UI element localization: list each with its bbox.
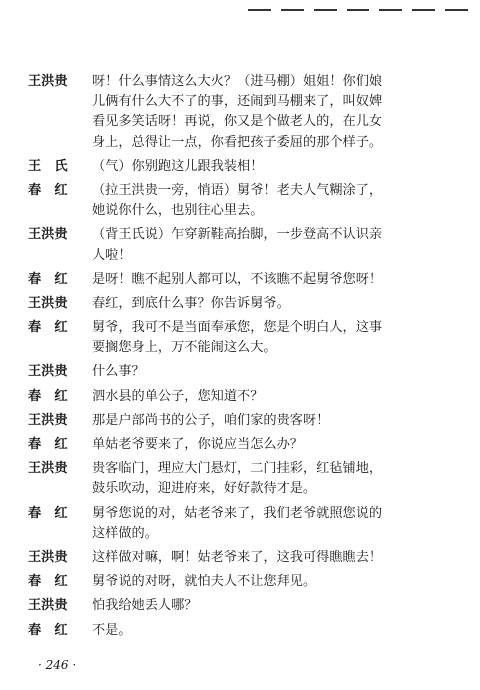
dialogue-entry xyxy=(28,225,468,269)
dialogue-line xyxy=(28,201,468,221)
speaker-name: 春 红 xyxy=(28,320,68,336)
dialogue-line xyxy=(28,318,468,338)
dialogue-line xyxy=(28,387,468,407)
speaker-name: 王洪贵 xyxy=(28,295,68,311)
dialogue-line xyxy=(28,459,468,479)
dialogue-line xyxy=(28,621,468,641)
dialogue-entry xyxy=(28,181,468,225)
dialogue-text: 那是户部尚书的公子，咱们家的贵客呀！ xyxy=(92,412,330,428)
dialogue-line xyxy=(28,246,468,266)
dialogue-text: 是呀！瞧不起别人都可以，不该瞧不起舅爷您呀！ xyxy=(92,271,383,287)
header-dash xyxy=(281,9,304,11)
dialogue-entry xyxy=(28,294,468,318)
speaker-name: 春 红 xyxy=(28,622,68,638)
dialogue-entry xyxy=(28,459,468,503)
dialogue-text: （背王氏说）乍穿新鞋高抬脚，一步登高不认识亲 xyxy=(92,227,383,243)
script-body xyxy=(28,72,468,645)
dialogue-entry xyxy=(28,387,468,411)
dialogue-line xyxy=(28,338,468,358)
speaker-name: 春 红 xyxy=(28,182,68,198)
speaker-name: 春 红 xyxy=(28,271,68,287)
dialogue-line xyxy=(28,72,468,92)
dialogue-text: 不是。 xyxy=(92,622,132,638)
speaker-name: 王洪贵 xyxy=(28,227,68,243)
dialogue-line xyxy=(28,411,468,431)
dialogue-entry xyxy=(28,504,468,548)
dialogue-text: （气）你别跑这儿跟我装相！ xyxy=(92,158,264,174)
dialogue-text: 儿俩有什么大不了的事，还闹到马棚来了，叫奴婢 xyxy=(92,94,383,110)
dialogue-line xyxy=(28,181,468,201)
dialogue-entry xyxy=(28,572,468,596)
dialogue-entry xyxy=(28,157,468,181)
speaker-name: 王洪贵 xyxy=(28,549,68,565)
dialogue-text: 身上，总得让一点，你看把孩子委屈的那个样子。 xyxy=(92,134,383,150)
speaker-name: 王洪贵 xyxy=(28,412,68,428)
dialogue-line xyxy=(28,362,468,382)
dialogue-line xyxy=(28,596,468,616)
dialogue-text: 春红，到底什么事？你告诉舅爷。 xyxy=(92,295,290,311)
header-dash xyxy=(412,9,435,11)
dialogue-line xyxy=(28,479,468,499)
dialogue-entry xyxy=(28,270,468,294)
dialogue-entry xyxy=(28,72,468,157)
header-dash xyxy=(445,9,468,11)
header-dash xyxy=(347,9,370,11)
dialogue-entry xyxy=(28,411,468,435)
dialogue-text: 舅爷您说的对，姑老爷来了，我们老爷就照您说的 xyxy=(92,505,383,521)
dialogue-text: 这样做的。 xyxy=(92,525,158,541)
speaker-name: 春 红 xyxy=(28,437,68,452)
dialogue-entry xyxy=(28,621,468,645)
dialogue-line xyxy=(28,92,468,112)
dialogue-text: 要搁您身上，万不能闹这么大。 xyxy=(92,340,277,356)
speaker-name: 春 红 xyxy=(28,574,68,590)
dialogue-entry xyxy=(28,318,468,362)
page-number: · 246 · xyxy=(38,658,77,672)
header-dash xyxy=(248,9,271,11)
dialogue-text: 泗水县的单公子，您知道不？ xyxy=(92,388,264,404)
dialogue-text: 舅爷说的对呀，就怕夫人不让您拜见。 xyxy=(92,574,317,590)
dialogue-line xyxy=(28,294,468,314)
dialogue-text: 贵客临门，理应大门悬灯，二门挂彩，红毡铺地， xyxy=(92,461,383,477)
dialogue-text: 舅爷，我可不是当面奉承您，您是个明白人，这事 xyxy=(92,320,383,336)
dialogue-entry xyxy=(28,596,468,620)
dialogue-text: 看见多笑话呀！再说，你又是个做老人的，在儿女 xyxy=(92,114,383,130)
dialogue-entry xyxy=(28,362,468,386)
speaker-name: 王洪贵 xyxy=(28,461,68,477)
header-dash xyxy=(379,9,402,11)
header-dash xyxy=(314,9,337,11)
dialogue-text: 这样做对嘛，啊！姑老爷来了，这我可得瞧瞧去！ xyxy=(92,549,383,565)
dialogue-text: 单姑老爷要来了，你说应当怎么办？ xyxy=(92,437,303,452)
speaker-name: 王洪贵 xyxy=(28,364,68,380)
dialogue-line xyxy=(28,112,468,132)
dialogue-entry xyxy=(28,435,468,459)
dialogue-line xyxy=(28,225,468,245)
dialogue-line xyxy=(28,133,468,153)
dialogue-text: 她说你什么，也别往心里去。 xyxy=(92,203,264,219)
dialogue-text: （拉王洪贵一旁，悄语）舅爷！老夫人气糊涂了， xyxy=(92,182,383,198)
dialogue-line xyxy=(28,270,468,290)
dialogue-text: 鼓乐吹动，迎进府来，好好款待才是。 xyxy=(92,481,317,497)
dialogue-line xyxy=(28,435,468,455)
dialogue-entry xyxy=(28,548,468,572)
entry-gap xyxy=(28,641,468,645)
dialogue-text: 呀！什么事情这么大火？（进马棚）姐姐！你们娘 xyxy=(92,74,383,89)
dialogue-line xyxy=(28,157,468,177)
speaker-name: 王洪贵 xyxy=(28,598,68,614)
speaker-name: 王 氏 xyxy=(28,158,68,174)
speaker-name: 春 红 xyxy=(28,505,68,521)
header-rule xyxy=(248,4,468,16)
dialogue-line xyxy=(28,572,468,592)
dialogue-line xyxy=(28,524,468,544)
dialogue-text: 什么事？ xyxy=(92,364,145,380)
dialogue-line xyxy=(28,504,468,524)
dialogue-text: 怕我给她丢人哪？ xyxy=(92,598,198,614)
speaker-name: 王洪贵 xyxy=(28,74,68,89)
speaker-name: 春 红 xyxy=(28,388,68,404)
dialogue-text: 人啦！ xyxy=(92,247,132,263)
dialogue-line xyxy=(28,548,468,568)
